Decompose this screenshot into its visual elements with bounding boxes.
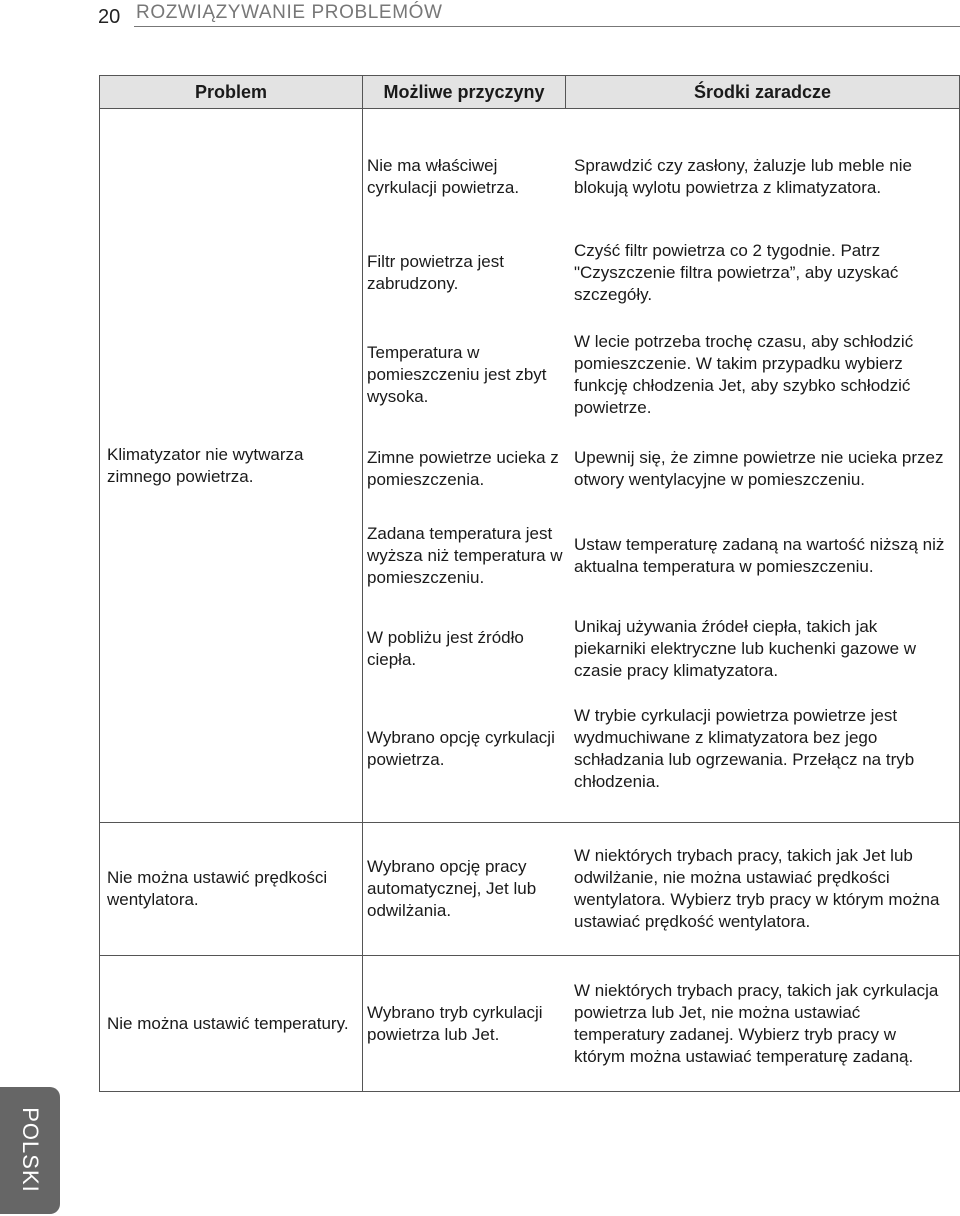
header-causes: Możliwe przyczyny xyxy=(363,76,566,109)
cause-remedy-list xyxy=(363,824,959,955)
list-item xyxy=(363,509,959,603)
header-rule xyxy=(134,26,960,27)
cause-text: Filtr powietrza jest zabrudzony. xyxy=(367,251,504,293)
cause-text: Wybrano opcję cyrkulacji powietrza. xyxy=(367,727,555,769)
remedy-text: W trybie cyrkulacji powietrza powietrze jest wydmuchiwane z klimatyzatora bez jego schładzania lub ogrzewania. Przełącz na tryb chłodzenia. xyxy=(574,705,915,791)
section-title: ROZWIĄZYWANIE PROBLEMÓW xyxy=(136,2,443,23)
cause-text: Zimne powietrze ucieka z pomieszczenia. xyxy=(367,447,559,489)
remedy-text: Ustaw temperaturę zadaną na wartość niższą niż aktualna temperatura w pomieszczeniu. xyxy=(574,534,945,576)
problem-cell: Nie można ustawić temperatury. xyxy=(100,956,363,1092)
cause-remedy-list xyxy=(363,129,959,803)
list-item xyxy=(363,603,959,695)
causes-remedies-cell xyxy=(363,956,960,1092)
page-number: 20 xyxy=(98,6,121,28)
list-item xyxy=(363,957,959,1091)
cause-text: Nie ma właściwej cyrkulacji powietrza. xyxy=(367,155,520,197)
table-row xyxy=(100,956,960,1092)
table-row xyxy=(100,823,960,956)
table-header-row xyxy=(100,76,960,109)
remedy-text: W niektórych trybach pracy, takich jak Jet lub odwilżanie, nie można ustawiać prędkości wentylatora. Wybierz tryb pracy w którym można ustawiać prędkość wentylatora. xyxy=(574,846,940,931)
remedy-text: W niektórych trybach pracy, takich jak cyrkulacja powietrza lub Jet, nie można ustawiać temperatury zadanej. Wybierz tryb pracy w którym można ustawiać temperaturę zadaną. xyxy=(574,980,939,1066)
problem-cell: Klimatyzator nie wytwarza zimnego powietrza. xyxy=(100,109,363,823)
list-item xyxy=(363,225,959,321)
cause-text: W pobliżu jest źródło ciepła. xyxy=(367,627,524,669)
header-problem: Problem xyxy=(100,76,363,109)
cause-text: Temperatura w pomieszczeniu jest zbyt wysoka. xyxy=(367,342,547,406)
cause-text: Wybrano tryb cyrkulacji powietrza lub Jet. xyxy=(367,1002,543,1044)
cause-text: Wybrano opcję pracy automatycznej, Jet lub odwilżania. xyxy=(367,857,537,920)
table-row xyxy=(100,109,960,823)
list-item xyxy=(363,695,959,803)
language-tab xyxy=(0,1087,60,1214)
language-tab-label: POLSKI xyxy=(18,1107,43,1193)
problem-cell: Nie można ustawić prędkości wentylatora. xyxy=(100,823,363,956)
list-item xyxy=(363,321,959,429)
remedy-text: Upewnij się, że zimne powietrze nie ucieka przez otwory wentylacyjne w pomieszczeniu. xyxy=(574,447,944,489)
causes-remedies-cell xyxy=(363,109,960,823)
cause-remedy-list xyxy=(363,957,959,1091)
remedy-text: Czyść filtr powietrza co 2 tygodnie. Patrz "Czyszczenie filtra powietrza”, aby uzyskać szczegóły. xyxy=(574,240,899,304)
remedy-text: W lecie potrzeba trochę czasu, aby schłodzić pomieszczenie. W takim przypadku wybierz funkcję chłodzenia Jet, aby szybko schłodzić powietrze. xyxy=(574,331,914,417)
remedy-text: Unikaj używania źródeł ciepła, takich jak piekarniki elektryczne lub kuchenki gazowe w czasie pracy klimatyzatora. xyxy=(574,616,917,680)
list-item xyxy=(363,824,959,955)
causes-remedies-cell xyxy=(363,823,960,956)
header-remedies: Środki zaradcze xyxy=(566,76,960,109)
list-item xyxy=(363,429,959,509)
troubleshooting-table xyxy=(99,75,960,1092)
cause-text: Zadana temperatura jest wyższa niż temperatura w pomieszczeniu. xyxy=(367,523,563,587)
list-item xyxy=(363,129,959,225)
remedy-text: Sprawdzić czy zasłony, żaluzje lub meble nie blokują wylotu powietrza z klimatyzatora. xyxy=(574,155,912,197)
